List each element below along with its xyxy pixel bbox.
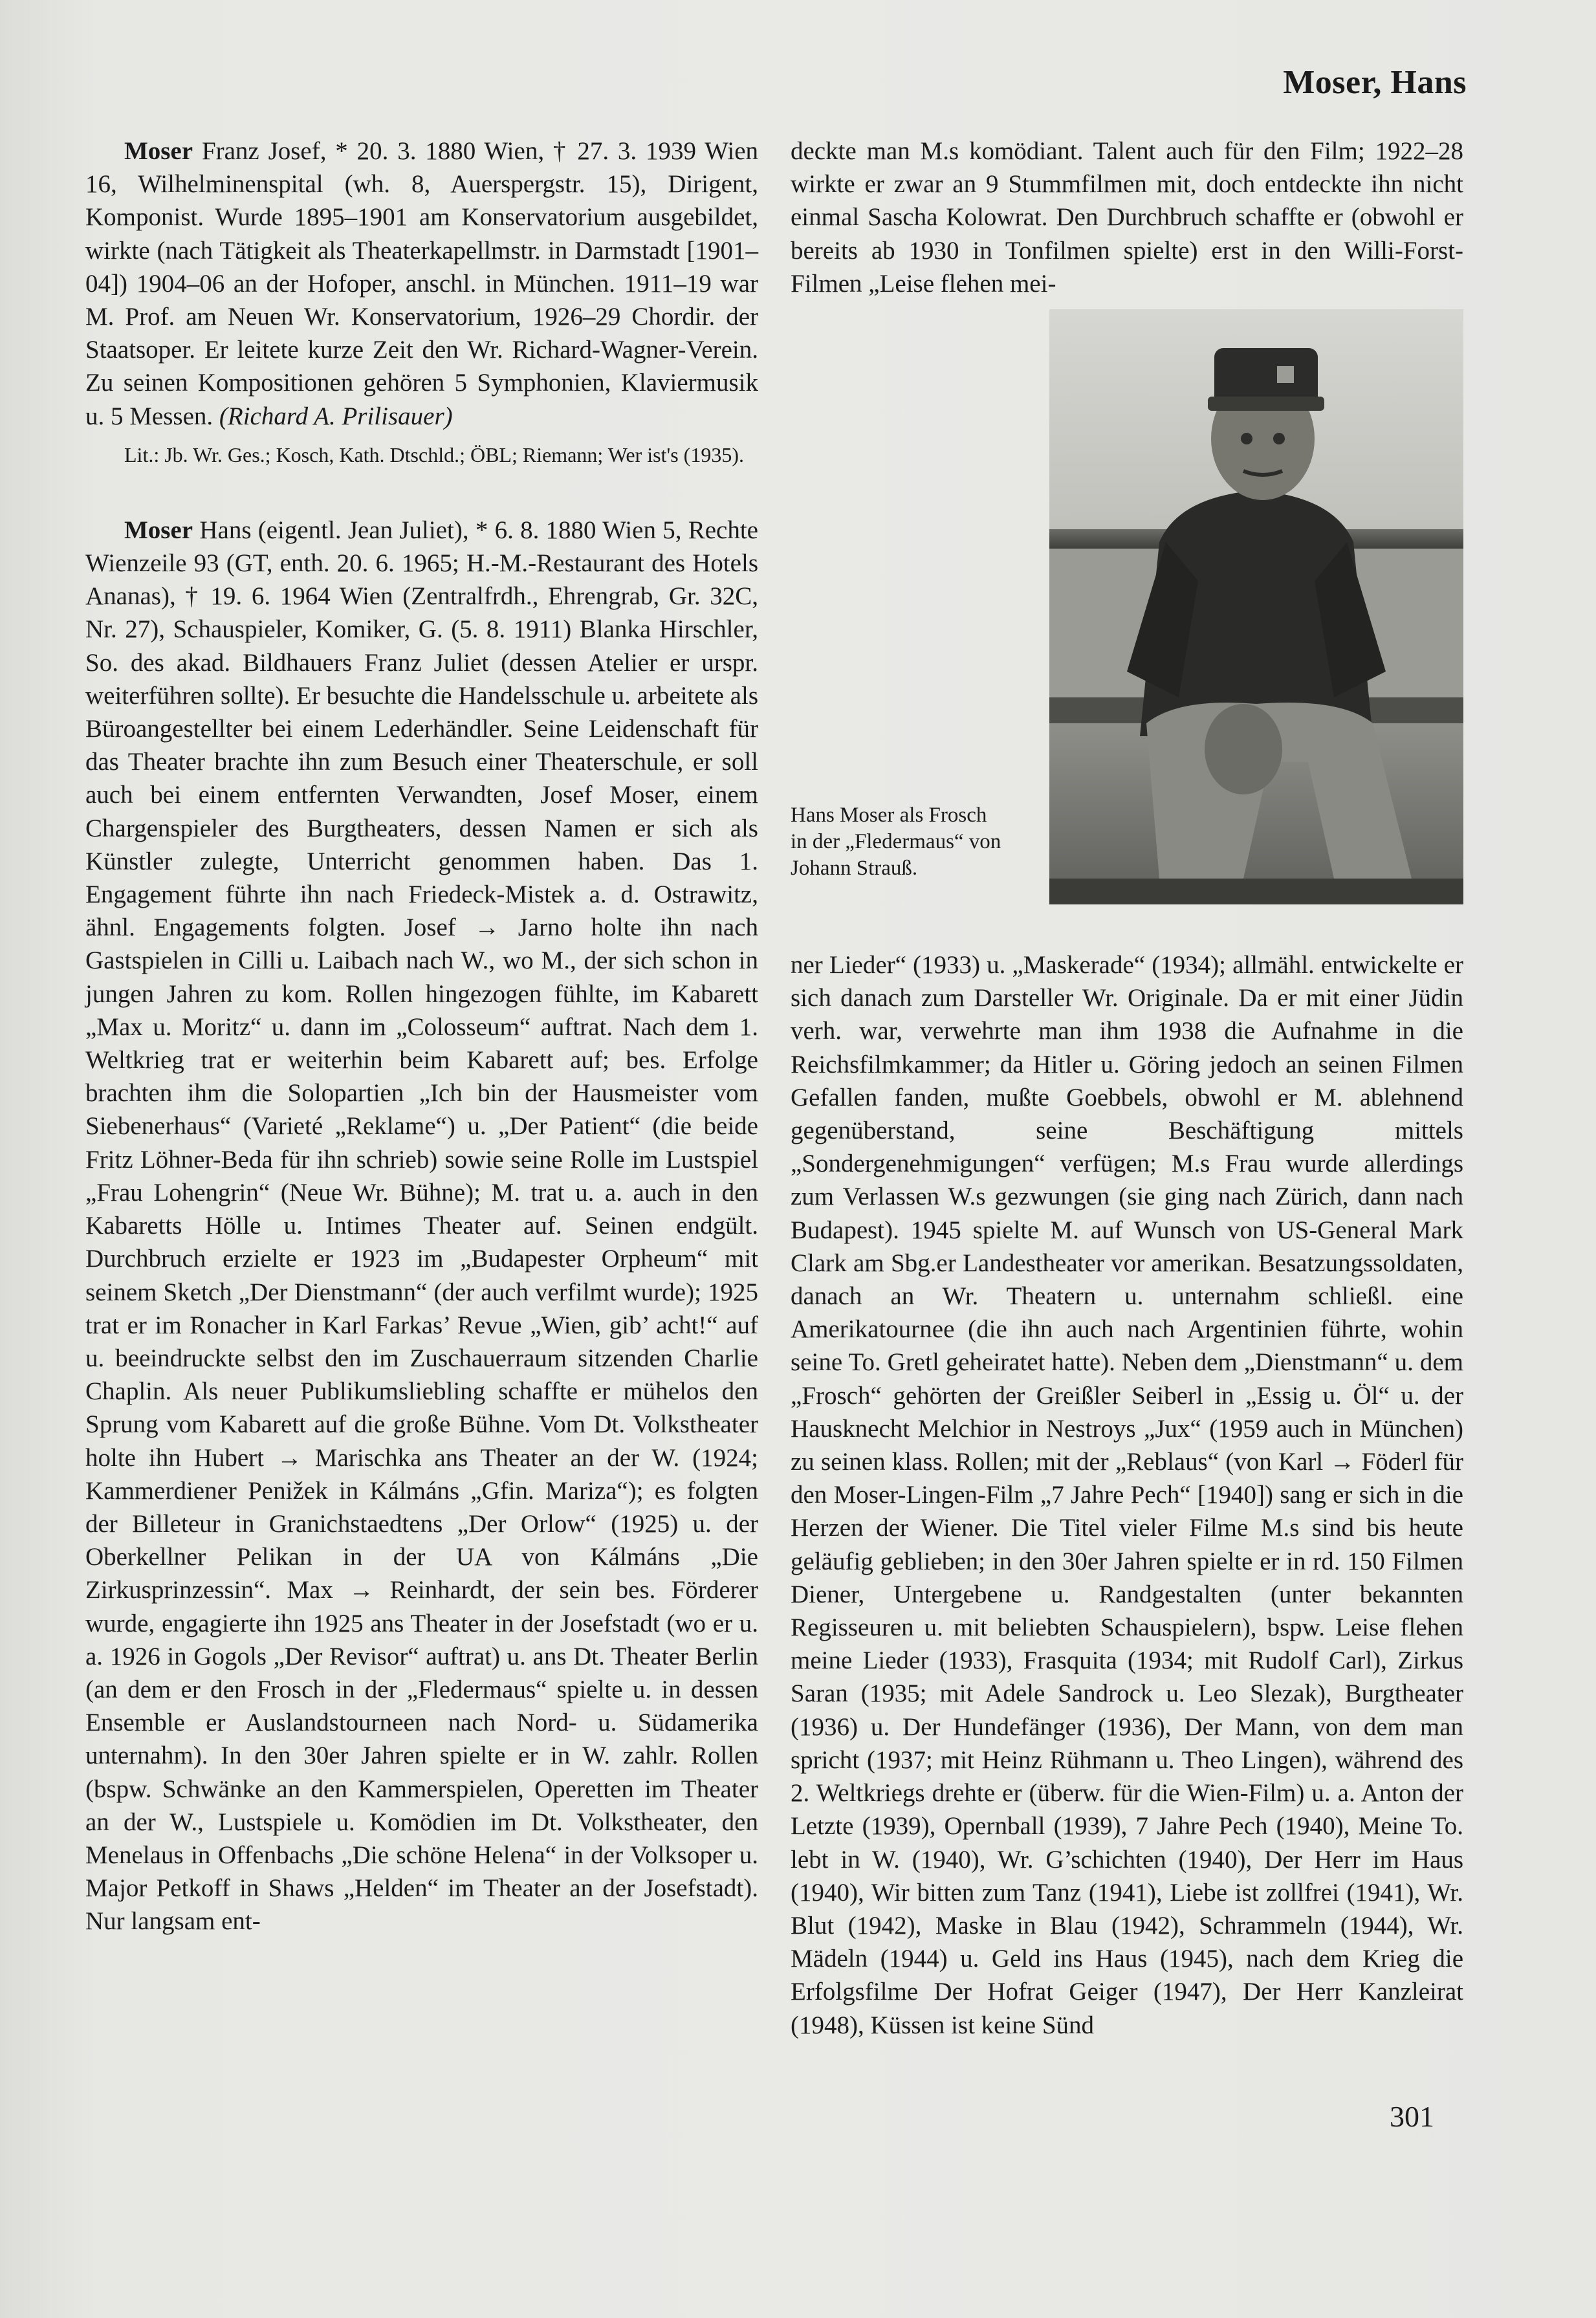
entry-franz-josef-moser xyxy=(85,135,758,433)
photo-caption: Hans Moser als Frosch in der „Fledermaus“ von Johann Strauß. xyxy=(791,804,1001,880)
entry-separator xyxy=(85,468,758,514)
page-number: 301 xyxy=(1390,2100,1434,2133)
right-column-text-bottom: ner Lieder“ (1933) u. „Maskerade“ (1934); allmähl. entwickelte er sich danach zum Darsteller Wr. Originale. Da er mit einer Jüdin verh. war, verwehrte man ihm 1938 die Aufnahme in die Reichsfilmkammer; da Hitler u. Göring jedoch an seinen Filmen Gefallen fanden, mußte Goebbels, obwohl er M. ablehnend gegenüberstand, seine Beschäftigung mittels „Sondergenehmigungen“ verfügen; M.s Frau wurde allerdings zum Verlassen W.s gezwungen (sie ging nach Zürich, dann nach Budapest). 1945 spielte M. auf Wunsch von US-General Mark Clark am Sbg.er Landestheater vor amerikan. Besatzungssoldaten, danach an Wr. Theatern u. unternahm schließl. eine Amerikatournee (die ihn auch nach Argentinien führte, wohin seine To. Gretl geheiratet hatte). Neben dem „Dienstmann“ u. dem „Frosch“ gehörten der Greißler Seiberl in „Essig u. Öl“ u. der Hausknecht Melchior in Nestroys „Jux“ (1959 auch in München) zu seinen klass. Rollen; mit der „Reblaus“ (von Karl → Föderl für den Moser-Lingen-Film „7 Jahre Pech“ [1940]) sang er sich in die Herzen der Wiener. Die Titel vieler Filme M.s sind bis heute geläufig geblieben; in den 30er Jahren spielte er in rd. 150 Filmen Diener, Untergebene u. Randgestalten (unter bekannten Regisseuren u. mit beliebten Schauspielern), bspw. Leise flehen meine Lieder (1933), Frasquita (1934; mit Rudolf Carl), Zirkus Saran (1935; mit Adele Sandrock u. Leo Slezak), Burgtheater (1936) u. Der Hundefänger (1936), Der Mann, von dem man spricht (1937; mit Heinz Rühmann u. Theo Lingen), während des 2. Weltkriegs drehte er (überw. für die Wien-Film) u. a. Anton der Letzte (1939), Opernball (1939), 7 Jahre Pech (1940), Meine To. lebt in W. (1940), Wr. G’schichten (1940), Der Herr im Haus (1940), Wir bitten zum Tanz (1941), Liebe ist zollfrei (1941), Wr. Blut (1942), Maske in Blau (1942), Schrammeln (1944), Wr. Mädeln (1944) u. Geld ins Haus (1945), nach dem Krieg die Erfolgsfilme Der Hofrat Geiger (1947), Der Herr Kanzleirat (1948), Küssen ist keine Sünd xyxy=(791,951,1463,2039)
literature-reference: Lit.: Jb. Wr. Ges.; Kosch, Kath. Dtschld.; ÖBL; Riemann; Wer ist's (1935). xyxy=(124,443,744,466)
left-column xyxy=(85,135,758,1938)
entry-hans-moser xyxy=(85,514,758,1938)
portrait-image xyxy=(1049,309,1463,904)
running-head: Moser, Hans xyxy=(1283,64,1467,101)
entry-headword: Moser xyxy=(124,137,193,165)
figure xyxy=(791,309,1463,937)
right-column xyxy=(791,135,1463,2042)
portrait-photo xyxy=(1049,309,1463,904)
entry-body: Franz Josef, * 20. 3. 1880 Wien, † 27. 3. 1939 Wien 16, Wilhelminenspital (wh. 8, Auerspergstr. 15), Dirigent, Komponist. Wurde 1895–1901 am Konservatorium ausgebildet, wirkte (nach Tätigkeit als Theaterkapellmstr. in Darmstadt [1901–04]) 1904–06 an der Hofoper, anschl. in München. 1911–19 war M. Prof. am Neuen Wr. Konservatorium, 1926–29 Chordir. der Staatsoper. Er leitete kurze Zeit den Wr. Richard-Wagner-Verein. Zu seinen Kompositionen gehören 5 Symphonien, Klaviermusik u. 5 Messen. xyxy=(85,137,758,430)
right-column-text-top: deckte man M.s komödiant. Talent auch für den Film; 1922–28 wirkte er zwar an 9 Stummfilmen mit, doch entdeckte ihn nicht einmal Sascha Kolowrat. Den Durchbruch schaffte er (obwohl er bereits ab 1930 in Tonfilmen spielte) erst in den Willi-Forst-Filmen „Leise flehen mei- xyxy=(791,137,1463,298)
entry-author: (Richard A. Prilisauer) xyxy=(219,402,453,430)
entry-headword: Moser xyxy=(124,516,193,544)
entry-body: Hans (eigentl. Jean Juliet), * 6. 8. 1880 Wien 5, Rechte Wienzeile 93 (GT, enth. 20. 6. 1965; H.-M.-Restaurant des Hotels Ananas), † 19. 6. 1964 Wien (Zentralfrdh., Ehrengrab, Gr. 32C, Nr. 27), Schauspieler, Komiker, G. (5. 8. 1911) Blanka Hirschler, So. des akad. Bildhauers Franz Juliet (dessen Atelier er urspr. weiterführen sollte). Er besuchte die Handelsschule u. arbeitete als Büroangestellter bei einem Lederhändler. Seine Leidenschaft für das Theater brachte ihn zum Besuch einer Theaterschule, er soll auch bei einem entfernten Verwandten, Josef Moser, einem Chargenspieler des Burgtheaters, dessen Namen er sich als Künstler zulegte, Unterricht genommen haben. Das 1. Engagement führte ihn nach Friedeck-Mistek a. d. Ostrawitz, ähnl. Engagements folgten. Josef → Jarno holte ihn nach Gastspielen in Cilli u. Laibach nach W., wo M., der sich schon in jungen Jahren zu kom. Rollen hingezogen fühlte, im Kabarett „Max u. Moritz“ u. dann im „Colosseum“ auftrat. Nach dem 1. Weltkrieg trat er weiterhin beim Kabarett auf; bes. Erfolge brachten ihm die Solopartien „Ich bin der Hausmeister vom Siebenerhaus“ (Varieté „Reklame“) u. „Der Patient“ (die beide Fritz Löhner-Beda für ihn schrieb) sowie seine Rolle im Lustspiel „Frau Lohengrin“ (Neue Wr. Bühne); M. trat u. a. auch in den Kabaretts Hölle u. Intimes Theater auf. Seinen endgült. Durchbruch erzielte er 1923 im „Budapester Orpheum“ mit seinem Sketch „Der Dienstmann“ (der auch verfilmt wurde); 1925 trat er im Ronacher in Karl Farkas’ Revue „Wien, gib’ acht!“ auf u. beeindruckte selbst den im Zuschauerraum sitzenden Charlie Chaplin. Als neuer Publikumsliebling schaffte er mühelos den Sprung vom Kabarett auf die große Bühne. Vom Dt. Volkstheater holte ihn Hubert → Marischka ans Theater an der W. (1924; Kammerdiener Penižek in Kálmáns „Gfin. Mariza“); es folgten der Billeteur in Granichstaedtens „Der Orlow“ (1925) u. der Oberkellner Pelikan in der UA von Kálmáns „Die Zirkusprinzessin“. Max → Reinhardt, der sein bes. Förderer wurde, engagierte ihn 1925 ans Theater in der Josefstadt (wo er u. a. 1926 in Gogols „Der Revisor“ auftrat) u. ans Dt. Theater Berlin (an dem er den Frosch in der „Fledermaus“ spielte u. in dessen Ensemble er Auslandstourneen nach Nord- u. Südamerika unternahm). In den 30er Jahren spielte er in W. zahlr. Rollen (bspw. Schwänke an den Kammerspielen, Operetten im Theater an der W., Lustspiele u. Komödien im Dt. Volkstheater, den Menelaus in Offenbachs „Die schöne Helena“ in der Volksoper u. Major Petkoff in Shaws „Helden“ im Theater an der Josefstadt). Nur langsam ent- xyxy=(85,516,758,1936)
